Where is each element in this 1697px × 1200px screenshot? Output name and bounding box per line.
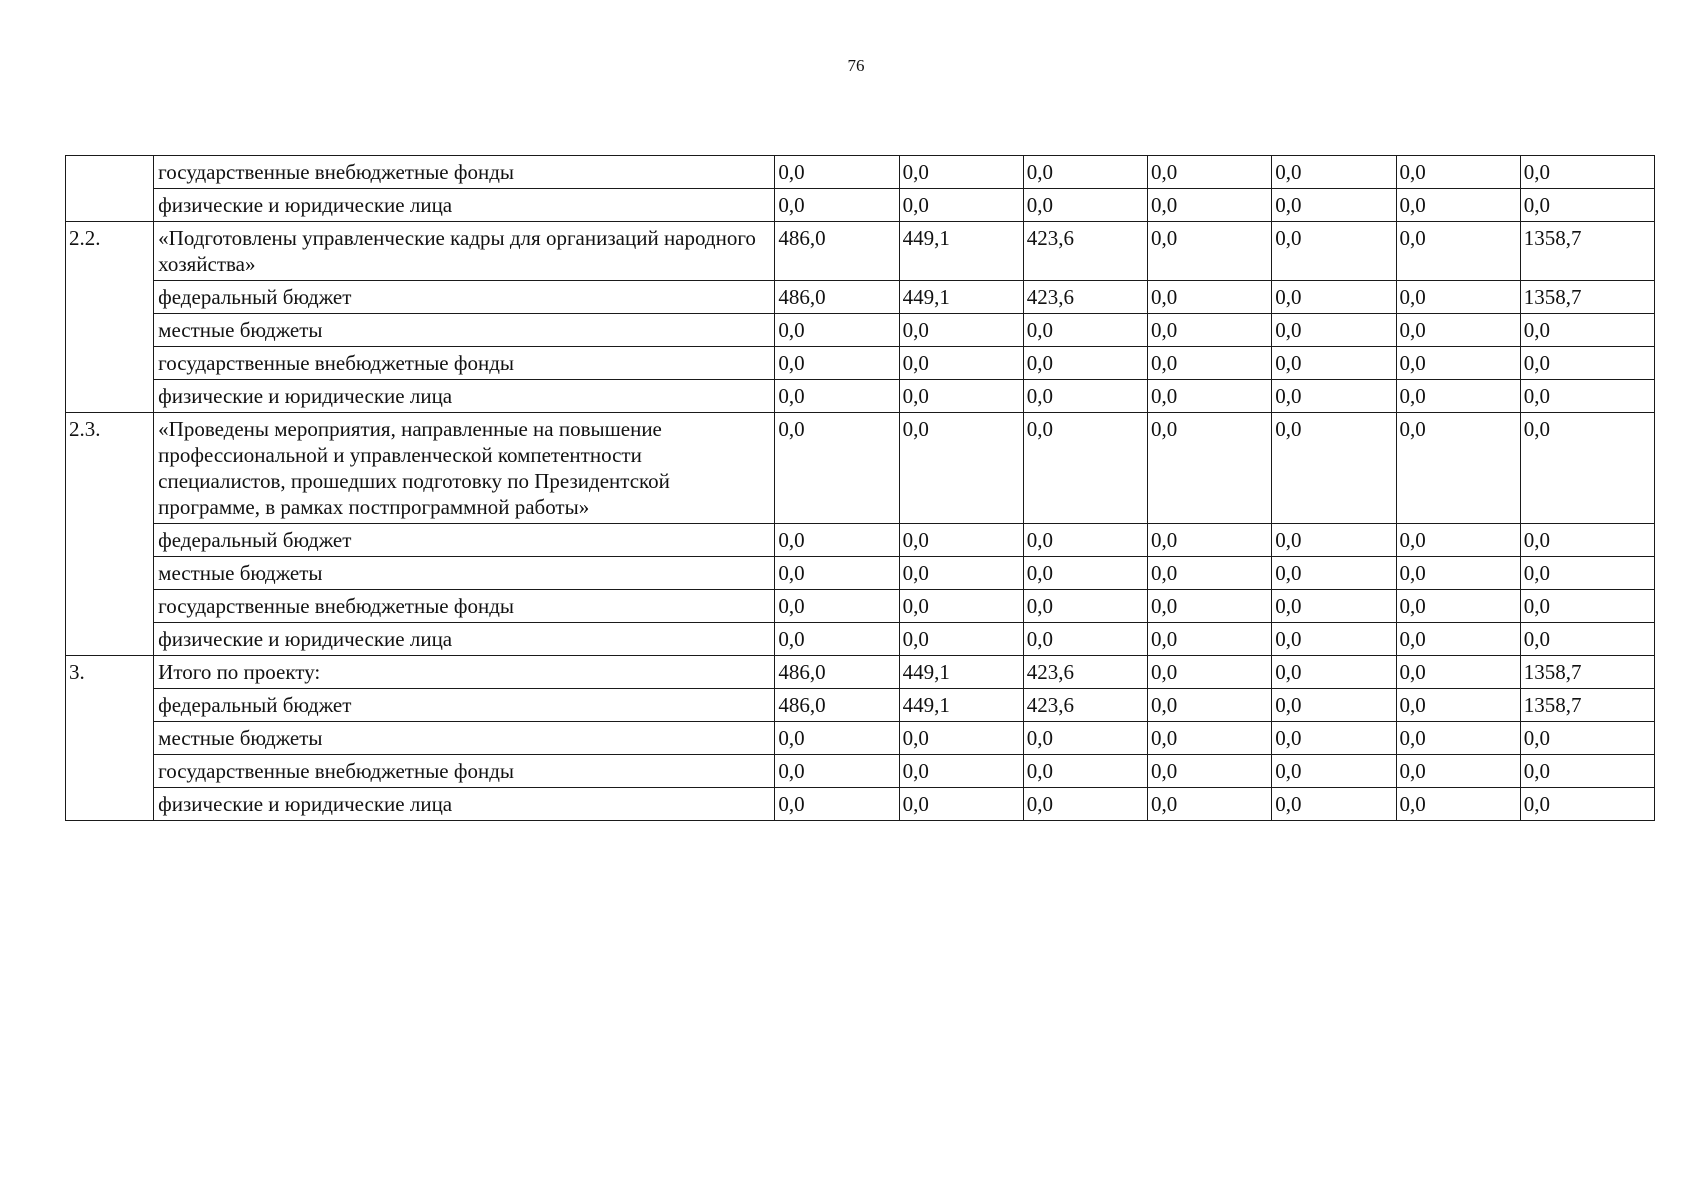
value-cell: 449,1 — [899, 222, 1023, 281]
table-row — [66, 590, 1655, 623]
value-cell: 0,0 — [1272, 656, 1396, 689]
value-cell: 0,0 — [1023, 314, 1147, 347]
value-cell: 0,0 — [1148, 557, 1272, 590]
value-cell: 423,6 — [1023, 281, 1147, 314]
value-cell: 0,0 — [1396, 281, 1520, 314]
value-cell: 449,1 — [899, 656, 1023, 689]
value-cell: 0,0 — [1023, 524, 1147, 557]
total-cell: 0,0 — [1520, 380, 1654, 413]
table-row — [66, 524, 1655, 557]
table-row — [66, 413, 1655, 524]
table-row — [66, 656, 1655, 689]
value-cell: 0,0 — [899, 380, 1023, 413]
value-cell: 0,0 — [1396, 557, 1520, 590]
value-cell: 0,0 — [1023, 755, 1147, 788]
value-cell: 0,0 — [1148, 380, 1272, 413]
value-cell: 0,0 — [899, 590, 1023, 623]
total-cell: 1358,7 — [1520, 281, 1654, 314]
value-cell: 449,1 — [899, 281, 1023, 314]
total-cell: 1358,7 — [1520, 689, 1654, 722]
value-cell: 0,0 — [1396, 347, 1520, 380]
value-cell: 0,0 — [1396, 314, 1520, 347]
value-cell: 0,0 — [1023, 189, 1147, 222]
value-cell: 0,0 — [775, 788, 899, 821]
value-cell: 0,0 — [899, 623, 1023, 656]
value-cell: 0,0 — [1396, 156, 1520, 189]
total-cell: 0,0 — [1520, 347, 1654, 380]
value-cell: 0,0 — [1148, 656, 1272, 689]
row-number-cell: 2.3. — [66, 413, 154, 656]
total-cell: 0,0 — [1520, 755, 1654, 788]
value-cell: 0,0 — [1272, 189, 1396, 222]
table-row — [66, 314, 1655, 347]
value-cell: 0,0 — [1148, 281, 1272, 314]
value-cell: 0,0 — [1023, 623, 1147, 656]
value-cell: 0,0 — [1272, 281, 1396, 314]
value-cell: 0,0 — [1396, 755, 1520, 788]
row-description: государственные внебюджетные фонды — [154, 590, 775, 623]
value-cell: 0,0 — [1396, 656, 1520, 689]
total-cell: 0,0 — [1520, 557, 1654, 590]
total-cell: 1358,7 — [1520, 656, 1654, 689]
value-cell: 0,0 — [1023, 722, 1147, 755]
value-cell: 0,0 — [1272, 755, 1396, 788]
value-cell: 0,0 — [1396, 590, 1520, 623]
value-cell: 0,0 — [1272, 413, 1396, 524]
value-cell: 0,0 — [1396, 722, 1520, 755]
table-row — [66, 281, 1655, 314]
row-number-cell: 2.2. — [66, 222, 154, 413]
value-cell: 0,0 — [1272, 380, 1396, 413]
value-cell: 0,0 — [899, 755, 1023, 788]
value-cell: 0,0 — [1272, 788, 1396, 821]
value-cell: 449,1 — [899, 689, 1023, 722]
row-description: физические и юридические лица — [154, 788, 775, 821]
value-cell: 0,0 — [775, 314, 899, 347]
value-cell: 0,0 — [899, 557, 1023, 590]
value-cell: 0,0 — [775, 557, 899, 590]
value-cell: 0,0 — [899, 314, 1023, 347]
value-cell: 0,0 — [1272, 347, 1396, 380]
row-description: государственные внебюджетные фонды — [154, 156, 775, 189]
value-cell: 0,0 — [1023, 413, 1147, 524]
value-cell: 0,0 — [1148, 623, 1272, 656]
total-cell: 0,0 — [1520, 788, 1654, 821]
table-row — [66, 755, 1655, 788]
value-cell: 0,0 — [1396, 222, 1520, 281]
value-cell: 0,0 — [1023, 590, 1147, 623]
value-cell: 0,0 — [1396, 413, 1520, 524]
budget-table-body — [66, 156, 1655, 821]
value-cell: 0,0 — [775, 189, 899, 222]
value-cell: 0,0 — [1148, 590, 1272, 623]
value-cell: 0,0 — [1396, 788, 1520, 821]
budget-table — [65, 155, 1655, 821]
value-cell: 0,0 — [1148, 788, 1272, 821]
value-cell: 0,0 — [899, 524, 1023, 557]
value-cell: 0,0 — [1148, 222, 1272, 281]
value-cell: 0,0 — [899, 413, 1023, 524]
value-cell: 0,0 — [1148, 189, 1272, 222]
table-row — [66, 689, 1655, 722]
value-cell: 0,0 — [899, 156, 1023, 189]
value-cell: 0,0 — [1396, 524, 1520, 557]
table-row — [66, 557, 1655, 590]
table-row — [66, 347, 1655, 380]
value-cell: 486,0 — [775, 656, 899, 689]
value-cell: 0,0 — [775, 755, 899, 788]
row-number-cell — [66, 156, 154, 222]
row-description: местные бюджеты — [154, 314, 775, 347]
value-cell: 0,0 — [775, 722, 899, 755]
value-cell: 0,0 — [899, 189, 1023, 222]
total-cell: 0,0 — [1520, 156, 1654, 189]
value-cell: 0,0 — [1148, 689, 1272, 722]
value-cell: 0,0 — [1396, 623, 1520, 656]
value-cell: 0,0 — [899, 722, 1023, 755]
value-cell: 0,0 — [1148, 722, 1272, 755]
value-cell: 0,0 — [1396, 380, 1520, 413]
row-description: физические и юридические лица — [154, 380, 775, 413]
value-cell: 0,0 — [1023, 156, 1147, 189]
total-cell: 0,0 — [1520, 623, 1654, 656]
value-cell: 0,0 — [1023, 380, 1147, 413]
value-cell: 0,0 — [1272, 222, 1396, 281]
value-cell: 423,6 — [1023, 222, 1147, 281]
row-description: «Подготовлены управленческие кадры для организаций народного хозяйства» — [154, 222, 775, 281]
value-cell: 0,0 — [899, 347, 1023, 380]
table-row — [66, 156, 1655, 189]
value-cell: 0,0 — [1148, 524, 1272, 557]
value-cell: 486,0 — [775, 281, 899, 314]
value-cell: 0,0 — [1148, 347, 1272, 380]
value-cell: 0,0 — [1023, 347, 1147, 380]
value-cell: 0,0 — [775, 380, 899, 413]
table-row — [66, 222, 1655, 281]
value-cell: 0,0 — [1396, 689, 1520, 722]
row-description: местные бюджеты — [154, 722, 775, 755]
row-description: государственные внебюджетные фонды — [154, 755, 775, 788]
value-cell: 0,0 — [1272, 722, 1396, 755]
row-description: федеральный бюджет — [154, 524, 775, 557]
page-number: 76 — [847, 56, 865, 75]
total-cell: 0,0 — [1520, 189, 1654, 222]
table-row — [66, 722, 1655, 755]
value-cell: 0,0 — [1148, 413, 1272, 524]
row-description: «Проведены мероприятия, направленные на повышение профессиональной и управленческой компетентности специалистов, прошедших подготовку по Президентской программе, в рамках постпрограммной работы» — [154, 413, 775, 524]
value-cell: 0,0 — [775, 156, 899, 189]
table-row — [66, 380, 1655, 413]
value-cell: 0,0 — [775, 347, 899, 380]
row-description: государственные внебюджетные фонды — [154, 347, 775, 380]
table-row — [66, 189, 1655, 222]
value-cell: 0,0 — [1148, 314, 1272, 347]
value-cell: 0,0 — [1272, 557, 1396, 590]
value-cell: 423,6 — [1023, 656, 1147, 689]
value-cell: 0,0 — [1148, 156, 1272, 189]
table-row — [66, 623, 1655, 656]
total-cell: 0,0 — [1520, 722, 1654, 755]
row-description: физические и юридические лица — [154, 623, 775, 656]
value-cell: 0,0 — [1272, 524, 1396, 557]
row-description: физические и юридические лица — [154, 189, 775, 222]
total-cell: 0,0 — [1520, 590, 1654, 623]
total-cell: 0,0 — [1520, 413, 1654, 524]
value-cell: 0,0 — [775, 623, 899, 656]
value-cell: 423,6 — [1023, 689, 1147, 722]
value-cell: 0,0 — [775, 590, 899, 623]
value-cell: 0,0 — [1148, 755, 1272, 788]
value-cell: 486,0 — [775, 689, 899, 722]
value-cell: 0,0 — [1023, 788, 1147, 821]
total-cell: 0,0 — [1520, 314, 1654, 347]
row-description: федеральный бюджет — [154, 689, 775, 722]
value-cell: 0,0 — [1023, 557, 1147, 590]
value-cell: 0,0 — [1272, 590, 1396, 623]
row-number-cell: 3. — [66, 656, 154, 821]
value-cell: 0,0 — [1396, 189, 1520, 222]
value-cell: 0,0 — [1272, 314, 1396, 347]
value-cell: 0,0 — [1272, 689, 1396, 722]
table-row — [66, 788, 1655, 821]
value-cell: 0,0 — [1272, 156, 1396, 189]
total-cell: 1358,7 — [1520, 222, 1654, 281]
value-cell: 0,0 — [775, 413, 899, 524]
row-description: Итого по проекту: — [154, 656, 775, 689]
value-cell: 0,0 — [899, 788, 1023, 821]
value-cell: 0,0 — [775, 524, 899, 557]
row-description: местные бюджеты — [154, 557, 775, 590]
value-cell: 486,0 — [775, 222, 899, 281]
value-cell: 0,0 — [1272, 623, 1396, 656]
total-cell: 0,0 — [1520, 524, 1654, 557]
row-description: федеральный бюджет — [154, 281, 775, 314]
